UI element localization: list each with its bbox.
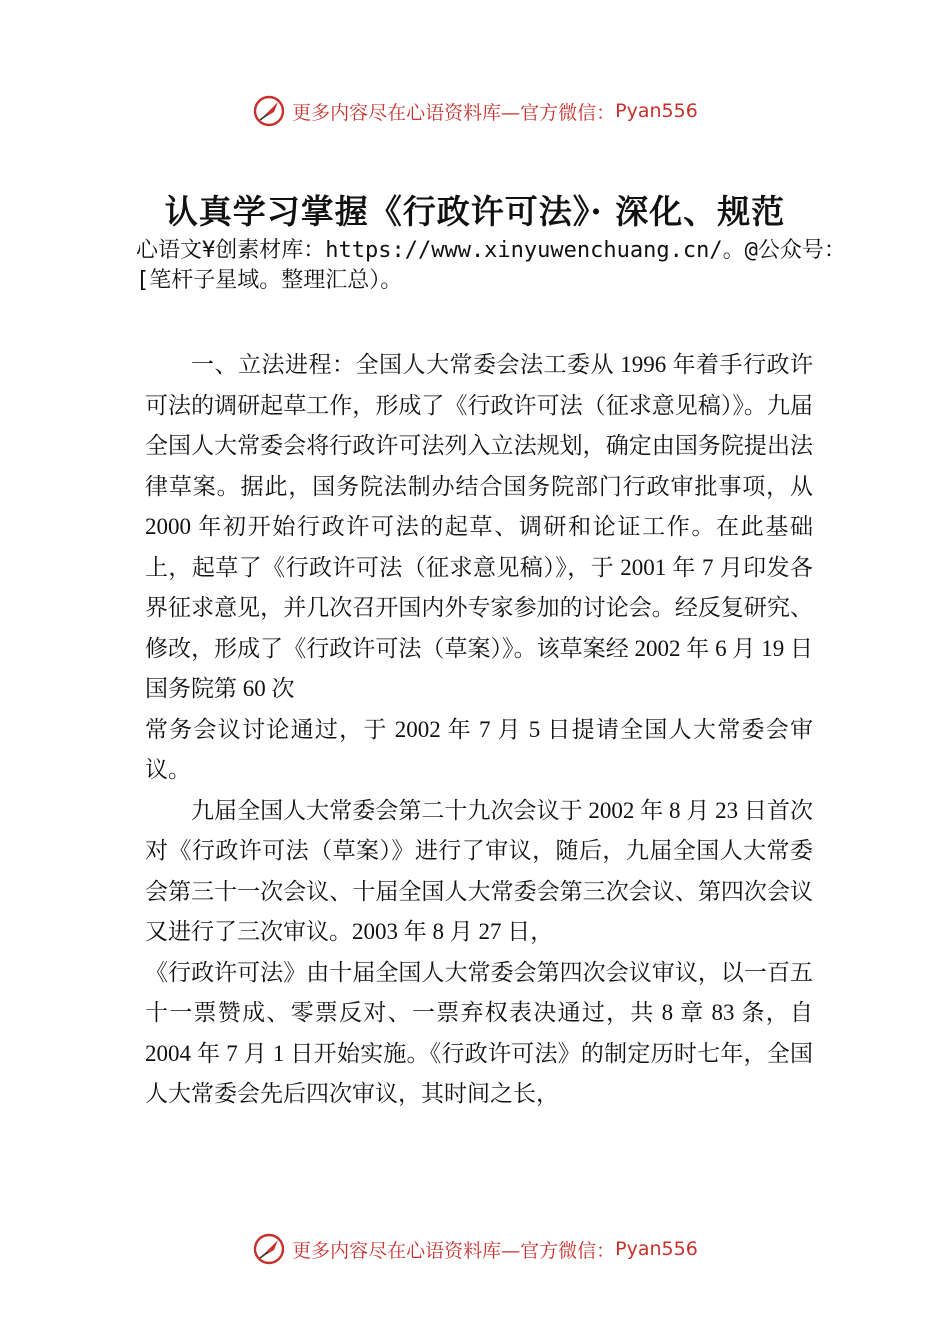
document-title: 认真学习掌握《行政许可法》· 深化、规范 <box>164 192 786 231</box>
document-body <box>145 345 813 1115</box>
paragraph-3: 九届全国人大常委会第二十九次会议于 2002 年 8 月 23 日首次对《行政许可法（草案）》进行了审议，随后，九届全国人大常委会第三十一次会议、十届全国人大常委会第三次会议、第四次会议又进行了三次审议。2003 年 8 月 27 日， <box>145 797 813 944</box>
source-line: 心语文¥创素材库：https://www.xinyuwenchuang.cn/。@公众号：[笔杆子星域。整理汇总）。 <box>136 238 846 293</box>
banner-wechat-id: Pyan556 <box>615 100 698 122</box>
paragraph-1: 一、立法进程：全国人大常委会法工委从 1996 年着手行政许可法的调研起草工作，形成了《行政许可法（征求意见稿）》。九届全国人大常委会将行政许可法列入立法规划，确定由国务院提出法律草案。据此，国务院法制办结合国务院部门行政审批事项，从 2000 年初开始行政许可法的起草、调研和论证工作。在此基础上，起草了《行政许可法（征求意见稿）》，于 2001 年 7 月印发各界征求意见，并几次召开国内外专家参加的讨论会。经反复研究、修改，形成了《行政许可法（草案）》。该草案经 2002 年 6 月 19 日国务院第 60 次 <box>145 352 813 701</box>
banner-text: 更多内容尽在心语资料库—官方微信： <box>292 101 616 124</box>
quill-pen-logo-icon <box>252 94 286 128</box>
banner-text: 更多内容尽在心语资料库—官方微信： <box>292 1239 616 1262</box>
header-banner <box>0 94 950 128</box>
paragraph-4: 《行政许可法》由十届全国人大常委会第四次会议审议，以一百五十一票赞成、零票反对、一票弃权表决通过，共 8 章 83 条，自 2004 年 7 月 1 日开始实施。《行政许可法》的制定历时七年，全国人大常委会先后四次审议，其时间之长， <box>145 959 813 1106</box>
banner-wechat-id: Pyan556 <box>615 1238 698 1260</box>
paragraph-2: 常务会议讨论通过，于 2002 年 7 月 5 日提请全国人大常委会审议。 <box>145 716 813 782</box>
quill-pen-logo-icon <box>252 1232 286 1266</box>
footer-banner <box>0 1232 950 1266</box>
